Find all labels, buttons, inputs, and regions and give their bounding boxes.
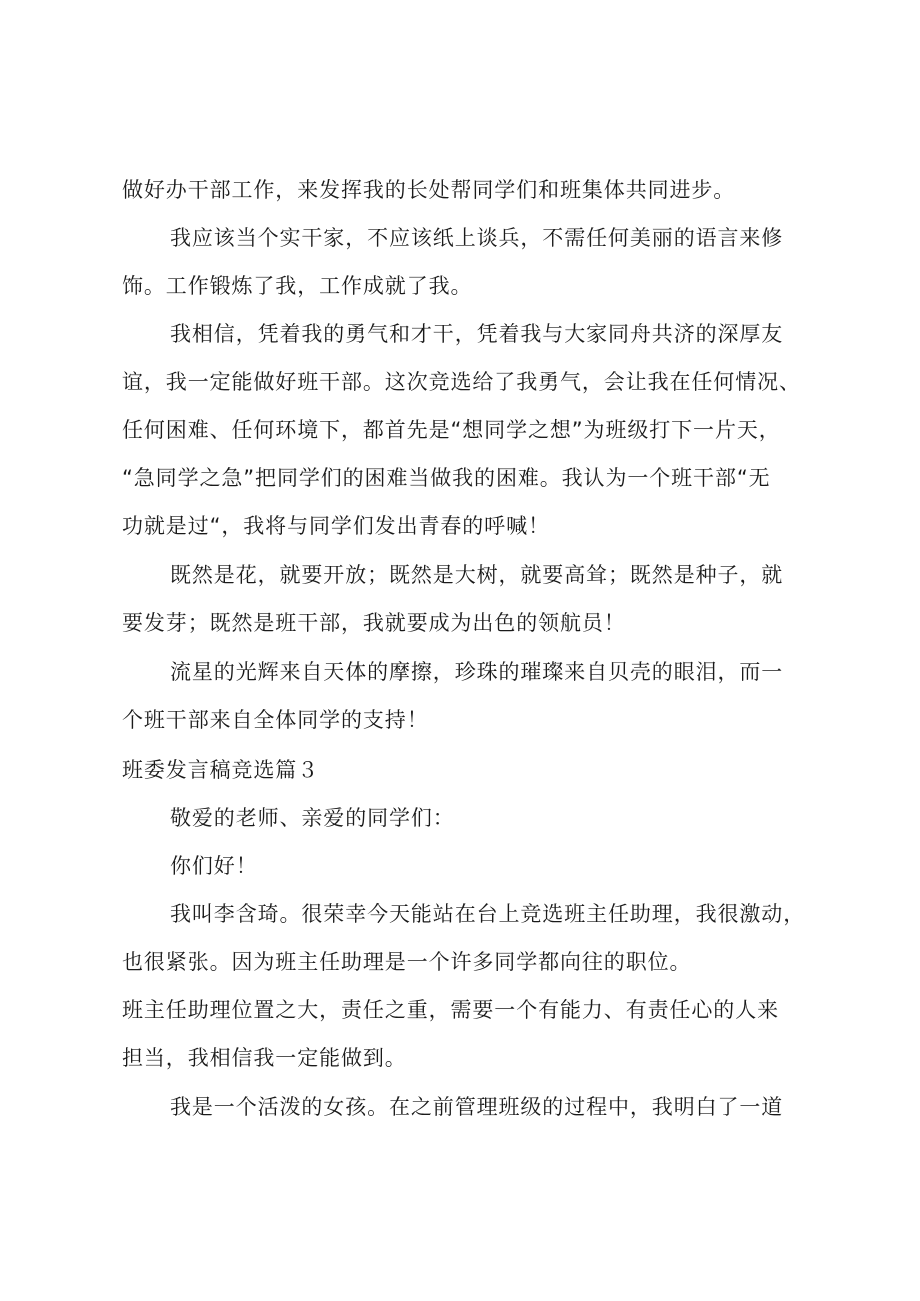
paragraph-line: “急同学之急”把同学们的困难当做我的困难。我认为一个班干部“无 (122, 466, 771, 490)
paragraph-line: 功就是过“，我将与同学们发出青春的呼喊！ (122, 514, 550, 538)
paragraph-line: 我叫李含琦。很荣幸今天能站在台上竞选班主任助理，我很激动， (170, 902, 806, 926)
paragraph-line: 担当，我相信我一定能做到。 (122, 1046, 407, 1070)
salutation-line: 敬爱的老师、亲爱的同学们： (170, 806, 455, 830)
paragraph-line: 任何困难、任何环境下，都首先是“想同学之想”为班级打下一片天， (122, 418, 781, 442)
paragraph-line: 既然是花，就要开放；既然是大树，就要高耸；既然是种子，就 (170, 563, 784, 587)
paragraph-line: 我是一个活泼的女孩。在之前管理班级的过程中，我明白了一道 (170, 1095, 784, 1119)
paragraph-line: 饰。工作锻炼了我，工作成就了我。 (122, 274, 473, 298)
greeting-line: 你们好！ (170, 854, 258, 878)
paragraph-line: 谊，我一定能做好班干部。这次竞选给了我勇气，会让我在任何情况、 (122, 370, 801, 394)
paragraph-line: 要发芽；既然是班干部，我就要成为出色的领航员！ (122, 611, 626, 635)
paragraph-line: 我相信，凭着我的勇气和才干，凭着我与大家同舟共济的深厚友 (170, 322, 784, 346)
section-heading: 班委发言稿竞选篇３ (122, 758, 320, 782)
paragraph-line: 我应该当个实干家，不应该纸上谈兵，不需任何美丽的语言来修 (170, 226, 784, 250)
paragraph-line: 班主任助理位置之大，责任之重，需要一个有能力、有责任心的人来 (122, 998, 779, 1022)
paragraph-line: 个班干部来自全体同学的支持！ (122, 708, 429, 732)
paragraph-line: 也很紧张。因为班主任助理是一个许多同学都向往的职位。 (122, 950, 692, 974)
paragraph-line: 流星的光辉来自天体的摩擦，珍珠的璀璨来自贝壳的眼泪，而一 (170, 660, 784, 684)
paragraph-line: 做好办干部工作，来发挥我的长处帮同学们和班集体共同进步。 (122, 178, 736, 202)
